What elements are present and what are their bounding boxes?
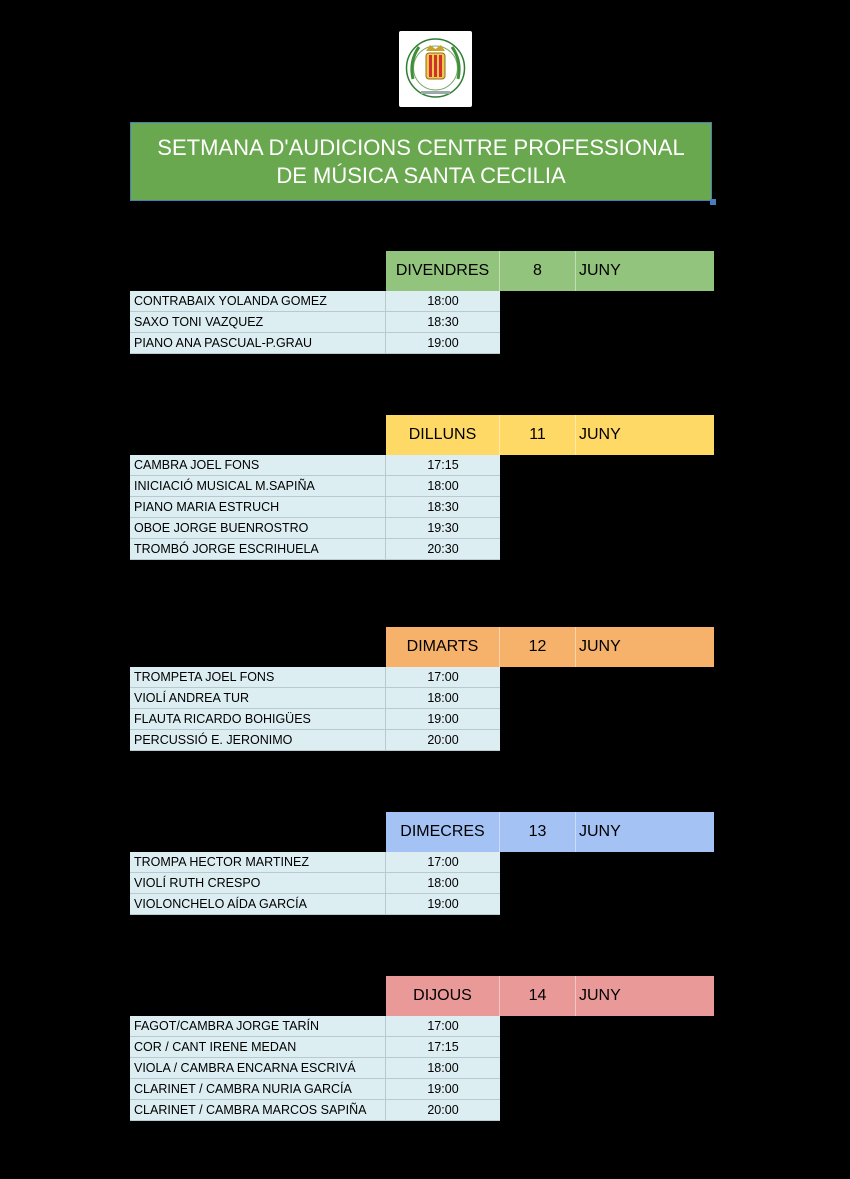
- schedule-rows: [130, 667, 500, 751]
- performer-cell: CLARINET / CAMBRA NURIA GARCÍA: [130, 1079, 386, 1100]
- performer-cell: CONTRABAIX YOLANDA GOMEZ: [130, 291, 386, 312]
- table-row: [130, 1100, 500, 1121]
- time-cell: 18:00: [386, 476, 500, 497]
- table-row: [130, 476, 500, 497]
- day-number: 12: [500, 627, 576, 667]
- time-cell: 19:00: [386, 709, 500, 730]
- day-number: 8: [500, 251, 576, 291]
- day-month: JUNY: [579, 987, 621, 1004]
- day-header: [386, 627, 714, 667]
- table-row: [130, 667, 500, 688]
- emblem-icon: [399, 31, 472, 107]
- school-logo: [399, 31, 472, 107]
- performer-cell: VIOLONCHELO AÍDA GARCÍA: [130, 894, 386, 915]
- time-cell: 20:00: [386, 730, 500, 751]
- schedule-rows: [130, 1016, 500, 1121]
- day-name: DIMARTS: [386, 627, 500, 667]
- table-row: [130, 688, 500, 709]
- schedule-rows: [130, 852, 500, 915]
- performer-cell: CAMBRA JOEL FONS: [130, 455, 386, 476]
- time-cell: 18:30: [386, 312, 500, 333]
- time-cell: 18:00: [386, 1058, 500, 1079]
- time-cell: 17:15: [386, 455, 500, 476]
- performer-cell: INICIACIÓ MUSICAL M.SAPIÑA: [130, 476, 386, 497]
- table-row: [130, 497, 500, 518]
- day-header: [386, 812, 714, 852]
- time-cell: 17:00: [386, 667, 500, 688]
- day-name: DIVENDRES: [386, 251, 500, 291]
- performer-cell: PERCUSSIÓ E. JERONIMO: [130, 730, 386, 751]
- time-cell: 18:00: [386, 873, 500, 894]
- performer-cell: OBOE JORGE BUENROSTRO: [130, 518, 386, 539]
- performer-cell: FAGOT/CAMBRA JORGE TARÍN: [130, 1016, 386, 1037]
- table-row: [130, 455, 500, 476]
- time-cell: 19:00: [386, 894, 500, 915]
- performer-cell: VIOLA / CAMBRA ENCARNA ESCRIVÁ: [130, 1058, 386, 1079]
- day-name: DIMECRES: [386, 812, 500, 852]
- time-cell: 18:00: [386, 688, 500, 709]
- time-cell: 19:00: [386, 1079, 500, 1100]
- performer-cell: PIANO MARIA ESTRUCH: [130, 497, 386, 518]
- day-number: 11: [500, 415, 576, 455]
- table-row: [130, 291, 500, 312]
- performer-cell: FLAUTA RICARDO BOHIGÜES: [130, 709, 386, 730]
- time-cell: 18:00: [386, 291, 500, 312]
- time-cell: 19:30: [386, 518, 500, 539]
- day-header: [386, 415, 714, 455]
- title-line-2: DE MÚSICA SANTA CECILIA: [276, 162, 566, 188]
- title-line-1: SETMANA D'AUDICIONS CENTRE PROFESSIONAL: [157, 134, 685, 160]
- table-row: [130, 730, 500, 751]
- table-row: [130, 873, 500, 894]
- time-cell: 17:00: [386, 1016, 500, 1037]
- table-row: [130, 518, 500, 539]
- performer-cell: TROMBÓ JORGE ESCRIHUELA: [130, 539, 386, 560]
- time-cell: 17:15: [386, 1037, 500, 1058]
- time-cell: 20:00: [386, 1100, 500, 1121]
- table-row: [130, 539, 500, 560]
- table-row: [130, 312, 500, 333]
- time-cell: 18:30: [386, 497, 500, 518]
- day-number: 13: [500, 812, 576, 852]
- day-month: JUNY: [579, 426, 621, 443]
- performer-cell: TROMPETA JOEL FONS: [130, 667, 386, 688]
- performer-cell: PIANO ANA PASCUAL-P.GRAU: [130, 333, 386, 354]
- title-banner: [130, 122, 712, 201]
- performer-cell: TROMPA HECTOR MARTINEZ: [130, 852, 386, 873]
- day-month: JUNY: [579, 823, 621, 840]
- table-row: [130, 1016, 500, 1037]
- performer-cell: SAXO TONI VAZQUEZ: [130, 312, 386, 333]
- day-header: [386, 976, 714, 1016]
- table-row: [130, 709, 500, 730]
- time-cell: 17:00: [386, 852, 500, 873]
- table-row: [130, 894, 500, 915]
- performer-cell: VIOLÍ RUTH CRESPO: [130, 873, 386, 894]
- day-name: DIJOUS: [386, 976, 500, 1016]
- schedule-rows: [130, 455, 500, 560]
- performer-cell: COR / CANT IRENE MEDAN: [130, 1037, 386, 1058]
- schedule-rows: [130, 291, 500, 354]
- table-row: [130, 1079, 500, 1100]
- resize-handle[interactable]: [710, 199, 716, 205]
- performer-cell: VIOLÍ ANDREA TUR: [130, 688, 386, 709]
- day-name: DILLUNS: [386, 415, 500, 455]
- table-row: [130, 1037, 500, 1058]
- day-month: JUNY: [579, 262, 621, 279]
- table-row: [130, 852, 500, 873]
- table-row: [130, 333, 500, 354]
- time-cell: 19:00: [386, 333, 500, 354]
- day-number: 14: [500, 976, 576, 1016]
- time-cell: 20:30: [386, 539, 500, 560]
- performer-cell: CLARINET / CAMBRA MARCOS SAPIÑA: [130, 1100, 386, 1121]
- day-month: JUNY: [579, 638, 621, 655]
- day-header: [386, 251, 714, 291]
- table-row: [130, 1058, 500, 1079]
